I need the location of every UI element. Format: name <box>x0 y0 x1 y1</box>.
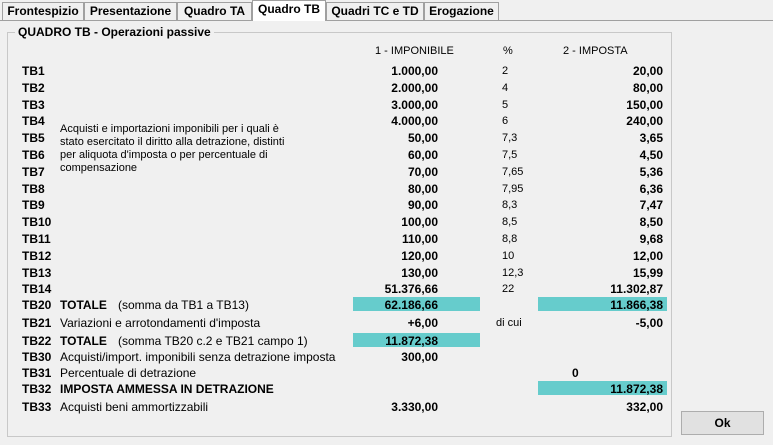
tb20-note: (somma da TB1 a TB13) <box>118 298 249 312</box>
tab-presentazione[interactable]: Presentazione <box>84 2 177 20</box>
tb31-code: TB31 <box>22 366 52 380</box>
row-imponibile[interactable]: 4.000,00 <box>391 114 438 129</box>
row-imposta[interactable]: 6,36 <box>639 181 663 196</box>
ok-button[interactable]: Ok <box>681 411 764 435</box>
row-imposta[interactable]: 12,00 <box>632 248 663 263</box>
tb32-label: IMPOSTA AMMESSA IN DETRAZIONE <box>60 382 274 396</box>
header-imposta: 2 - IMPOSTA <box>563 45 628 57</box>
row-percent[interactable]: 5 <box>502 98 509 111</box>
row-imposta[interactable]: 8,50 <box>639 215 663 230</box>
row-imposta[interactable]: 20,00 <box>632 64 663 78</box>
row-code: TB8 <box>22 181 45 196</box>
row-percent[interactable]: 10 <box>502 249 515 262</box>
tb21-code: TB21 <box>22 316 52 330</box>
row-imposta[interactable]: 4,50 <box>639 148 663 162</box>
row-code: TB9 <box>22 198 45 213</box>
row-percent[interactable]: 7,5 <box>502 149 518 161</box>
row-percent[interactable]: 7,3 <box>502 132 518 145</box>
tb32-code: TB32 <box>22 382 52 396</box>
tb21-imposta[interactable]: -5,00 <box>635 316 663 330</box>
row-imposta[interactable]: 15,99 <box>632 265 663 280</box>
group-title: QUADRO TB - Operazioni passive <box>15 25 214 39</box>
row-code: TB1 <box>22 64 45 78</box>
tb33-imposta[interactable]: 332,00 <box>626 400 663 414</box>
row-imposta[interactable]: 80,00 <box>632 80 663 95</box>
tb31-value[interactable]: 0 <box>572 366 579 380</box>
tb22-imponibile[interactable]: 11.872,38 <box>385 334 438 348</box>
row-imponibile[interactable]: 80,00 <box>407 181 438 196</box>
tb21-dicui: di cui <box>496 317 522 329</box>
row-imposta[interactable]: 3,65 <box>639 131 663 146</box>
row-imponibile[interactable]: 70,00 <box>407 164 438 179</box>
row-code: TB4 <box>22 114 45 129</box>
row-imponibile[interactable]: 3.000,00 <box>391 97 438 112</box>
row-percent[interactable]: 2 <box>502 65 509 77</box>
row-code: TB3 <box>22 97 45 112</box>
row-percent[interactable]: 8,5 <box>502 216 518 229</box>
tb21-imponibile[interactable]: +6,00 <box>407 316 438 330</box>
row-code: TB7 <box>22 164 45 179</box>
tb30-imponibile[interactable]: 300,00 <box>401 350 438 364</box>
tb22-code: TB22 <box>22 334 52 348</box>
header-imponibile: 1 - IMPONIBILE <box>375 45 454 57</box>
row-imposta[interactable]: 11.302,87 <box>610 282 663 297</box>
row-imposta[interactable]: 150,00 <box>626 97 663 112</box>
tb20-imposta[interactable]: 11.866,38 <box>610 298 663 312</box>
row-code: TB13 <box>22 265 52 280</box>
row-imposta[interactable]: 9,68 <box>639 232 663 246</box>
tb21-label: Variazioni e arrotondamenti d'imposta <box>60 316 261 330</box>
tb32-imposta[interactable]: 11.872,38 <box>610 382 663 396</box>
tab-quadro-tb[interactable]: Quadro TB <box>252 0 326 21</box>
row-code: TB2 <box>22 80 45 95</box>
row-imponibile[interactable]: 2.000,00 <box>391 80 438 95</box>
tab-quadro-ta[interactable]: Quadro TA <box>177 2 252 20</box>
row-imponibile[interactable]: 110,00 <box>401 232 438 246</box>
tb20-code: TB20 <box>22 298 52 312</box>
row-code: TB12 <box>22 248 52 263</box>
row-imposta[interactable]: 5,36 <box>639 164 663 179</box>
row-percent[interactable]: 8,8 <box>502 233 518 245</box>
tb22-label: TOTALE <box>60 334 107 348</box>
tb20-label: TOTALE <box>60 298 107 312</box>
row-code: TB10 <box>22 215 52 230</box>
row-code: TB14 <box>22 282 52 297</box>
row-imponibile[interactable]: 1.000,00 <box>391 64 438 78</box>
tab-erogazione[interactable]: Erogazione <box>424 2 499 20</box>
row-percent[interactable]: 7,95 <box>502 182 524 195</box>
row-imposta[interactable]: 7,47 <box>639 198 663 213</box>
row-percent[interactable]: 4 <box>502 81 509 94</box>
rows-description: Acquisti e importazioni imponibili per i quali è stato esercitato il diritto alla detrazione, distinti per aliquota d'imposta o per percentuale di compensazione <box>60 123 285 174</box>
row-percent[interactable]: 8,3 <box>502 199 518 212</box>
tb31-label: Percentuale di detrazione <box>60 366 197 380</box>
row-imponibile[interactable]: 50,00 <box>407 131 438 146</box>
row-percent[interactable]: 7,65 <box>502 165 524 178</box>
row-code: TB6 <box>22 148 45 162</box>
row-imponibile[interactable]: 60,00 <box>407 148 438 162</box>
header-percent: % <box>503 45 513 57</box>
tb20-imponibile[interactable]: 62.186,66 <box>384 298 438 312</box>
tb33-label: Acquisti beni ammortizzabili <box>60 400 209 414</box>
row-percent[interactable]: 22 <box>502 283 515 296</box>
tab-bar <box>0 0 773 20</box>
row-code: TB5 <box>22 131 45 146</box>
row-imponibile[interactable]: 51.376,66 <box>384 282 438 297</box>
row-percent[interactable]: 6 <box>502 115 509 128</box>
tb30-code: TB30 <box>22 350 52 364</box>
row-imponibile[interactable]: 120,00 <box>401 248 438 263</box>
tab-frontespizio[interactable]: Frontespizio <box>2 2 84 20</box>
row-imponibile[interactable]: 130,00 <box>401 265 438 280</box>
tb33-code: TB33 <box>22 400 52 414</box>
tb33-imponibile[interactable]: 3.330,00 <box>391 400 438 414</box>
tab-quadri-tc-td[interactable]: Quadri TC e TD <box>326 2 424 20</box>
tb22-note: (somma TB20 c.2 e TB21 campo 1) <box>118 334 308 348</box>
tb30-label: Acquisti/import. imponibili senza detrazione imposta <box>60 350 336 364</box>
row-imponibile[interactable]: 100,00 <box>401 215 438 230</box>
row-imponibile[interactable]: 90,00 <box>407 198 438 213</box>
row-percent[interactable]: 12,3 <box>502 266 524 279</box>
row-imposta[interactable]: 240,00 <box>626 114 663 129</box>
row-code: TB11 <box>22 232 51 246</box>
